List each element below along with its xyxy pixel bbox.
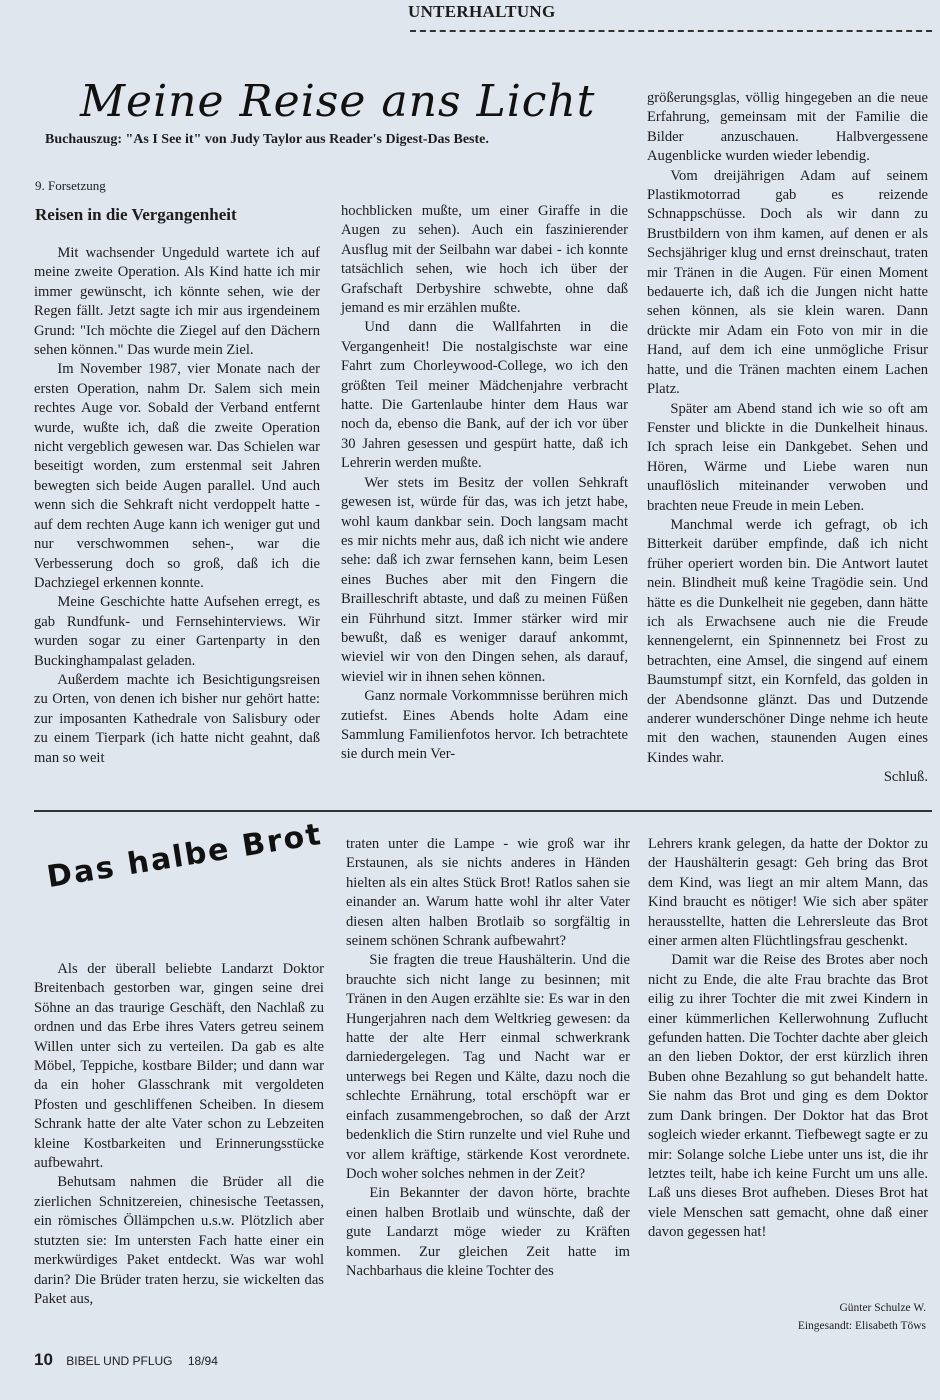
article-divider [34,810,932,812]
paragraph: hochblicken mußte, um einer Giraffe in die Augen zu sehen). Auch ein faszinierender Ausflug mit der Seilbahn war dabei - ich konnte tatsächlich sehen, wie hoch ich über der Grafschaft Derbyshire schwebte, ohne daß jemand es mir erzählen mußte. [341,203,628,317]
paragraph: Wer stets im Besitz der vollen Sehkraft gewesen ist, würde für das, was ich jetzt habe, wohl kaum dankbar sein. Doch langsam macht es mir nichts mehr aus, daß ich nicht wie andere sehe: daß ich zwar fernsehen kann, beim Lesen eines Buches aber mit den Fingern die Brailleschrift abtaste, und daß zu meinen Füßen ein Führhund sitzt. Immer stärker wird mir bewußt, daß es weniger darauf ankommt, wieviel wir von den Dingen sehen, als darauf, wieviel wir in ihnen sehen können. [341,474,628,685]
paragraph: Im November 1987, vier Monate nach der ersten Operation, nahm Dr. Salem sich mein rechtes Auge vor. Sobald der Verband entfernt wurde, wußte ich, daß die zweite Operation nicht vergeblich gewesen war. Das Schielen war beseitigt worden, zum erstenmal seit Jahren bewegten sich beide Augen parallel. Und auch wenn sich die Sehkraft nicht verdoppelt hatte - auf dem rechten Auge kann ich weniger gut und nur verschwommen sehen-, war die Verbesserung doch so groß, daß ich die Dachziegel erkennen konnte. [34,361,320,591]
article1-title: Meine Reise ans Licht [80,76,596,127]
section-header: UNTERHALTUNG [408,2,556,21]
paragraph: Später am Abend stand ich wie so oft am Fenster und blickte in die Dunkelheit hinaus. Ich sprach leise ein Dankgebet. Sehen und Hören, Wärme und Liebe waren nun unauflöslich miteinander verwoben und brachten neue Freude in mein Leben. [647,400,928,514]
article2-column-1 [34,960,324,1309]
paragraph: traten unter die Lampe - wie groß war ihr Erstaunen, als sie nichts anderes in Händen hielten als ein altes Stück Brot! Ratlos sahen sie einander an. Warum hatte wohl ihr alter Vater diesen alten halben Brotlaib so sorgfältig in seinem schönen Schrank aufbewahrt? [346,836,630,950]
paragraph: Ganz normale Vorkommnisse berühren mich zutiefst. Eines Abends holte Adam eine Sammlung Familienfotos hervor. Ich betrachtete sie durch mein Ver- [341,688,628,763]
paragraph: Manchmal werde ich gefragt, ob ich Bitterkeit darüber empfinde, daß ich nicht früher operiert worden bin. Die Antwort lautet nein. Blindheit muß keine Tragödie sein. Und hätte es die Dunkelheit nie gegeben, dann hätte ich als Erwachsene auch nie die Freude kennengelernt, ein Spinnennetz bei Frost zu betrachten, eine Amsel, die singend auf einem Baumstumpf sitzt, ein Kornfeld, das golden in der Abendsonne glänzt. Das und Dutzende anderer wunderschöner Dinge nehme ich heute mit den wachen, staunenden Augen eines Kindes wahr. [647,516,928,766]
article1-installment: 9. Forsetzung [35,178,106,193]
article1-subtitle: Buchauszug: "As I See it" von Judy Taylor aus Reader's Digest-Das Beste. [45,132,489,147]
article2-title: Das halbe Brot [44,816,325,895]
paragraph: Und dann die Wallfahrten in die Vergangenheit! Die nostalgischste war eine Fahrt zum Chorleywood-College, wo ich den größten Teil meiner Mädchenjahre verbracht hatte. Die Gartenlaube hinter dem Haus war noch da, ebenso die Bank, auf der ich vor über 30 Jahren gesessen und gespürt hatte, daß ich Lehrerin werden mußte. [341,319,628,472]
article1-column-3 [647,89,928,788]
article2-submitted: Eingesandt: Elisabeth Töws [797,1320,926,1332]
header-rule [410,30,932,32]
paragraph: Mit wachsender Ungeduld wartete ich auf meine zweite Operation. Als Kind hatte ich mir immer gewünscht, ich könnte sehen, wie der Regen fällt. Jetzt sagte ich mir aus irgendeinem Grund: "Ich möchte die Ziegel auf den Dächern sehen können." Das wurde mein Ziel. [34,245,320,359]
paragraph: Vom dreijährigen Adam auf seinem Plastikmotorrad gab es reizende Schnappschüsse. Doch als wir dann zu Brustbildern von ihm kamen, auf denen er als Sechsjähriger klug und ernst dreinschaut, traten mir Tränen in die Augen. Für einen Moment bedauerte ich, daß ich die Jungen nicht hatte sehen können, als sie klein waren. Dann drückte mir Adam ein Foto von mir in die Hand, auf dem ich eine unmögliche Frisur hatte, und die Tränen machten einem Lachen Platz. [647,167,928,398]
article1-end: Schluß. [883,769,928,786]
publication-name: BIBEL UND PFLUG [66,1354,173,1368]
paragraph: größerungsglas, völlig hingegeben an die neue Erfahrung, gemeinsam mit der Familie die Bilder anzuschauen. Halbvergessene Augenblicke wurden wieder lebendig. [647,90,928,165]
article2-author: Günter Schulze W. [839,1302,926,1314]
article1-heading: Reisen in die Vergangenheit [35,205,237,224]
article2-column-3 [648,835,928,1243]
article1-column-1 [34,244,320,768]
paragraph: Meine Geschichte hatte Aufsehen erregt, es gab Rundfunk- und Fernsehinterviews. Wir wurden sogar zu einer Gartenparty in den Buckinghampalast geladen. [34,594,320,669]
page-number: 10 [34,1350,53,1369]
paragraph: Damit war die Reise des Brotes aber noch nicht zu Ende, die alte Frau brachte das Brot eilig zu ihrer Tochter die mit zwei Kindern in einer kümmerlichen Kellerwohnung Zuflucht gefunden hatten. Die Tochter dachte aber gleich an den lieben Doktor, der erst kürzlich ihren Buben ohne Bezahlung so gut behandelt hatte. Sie nahm das Brot und ging es dem Doktor zum Dank bringen. Der Doktor hat das Brot sogleich wieder erkannt. Tiefbewegt sagte er zu mir: Solange solche Liebe unter uns ist, die ihr letztes teilt, habe ich keine Furcht um uns alle. Laß uns dieses Brot aufheben. Dieses Brot hat viele Menschen satt gemacht, ohne daß einer davon gegessen hat! [648,952,928,1241]
paragraph: Als der überall beliebte Landarzt Doktor Breitenbach gestorben war, gingen seine drei Söhne an das traurige Geschäft, den Nachlaß zu ordnen und das Erbe ihres Vaters getreu seinem Willen unter sich zu verteilen. Da gab es alte Möbel, Teppiche, kostbare Bilder; und dann war da ein hoher Glasschrank mit vergoldeten Pfosten und geschliffenen Scheiben. In diesem Schrank hatte der alte Vater schon zu Lebzeiten kleine Kostbarkeiten und Erinnerungsstücke aufbewahrt. [34,961,324,1172]
issue-number: 18/94 [187,1354,218,1368]
article2-column-2 [346,835,630,1281]
page-footer [34,1350,218,1370]
paragraph: Ein Bekannter der davon hörte, brachte einen halben Brotlaib und wünschte, daß der gute Landarzt möge wieder zu Kräften kommen. Zur gleichen Zeit hatte im Nachbarhaus die kleine Tochter des [346,1185,630,1279]
paragraph: Außerdem machte ich Besichtigungsreisen zu Orten, von denen ich bisher nur gehört hatte: zur imposanten Kathedrale von Salisbury oder zu einem Tierpark (ich hatte nicht geahnt, daß man so weit [34,671,320,766]
article1-column-2 [341,202,628,765]
paragraph: Lehrers krank gelegen, da hatte der Doktor zu der Haushälterin gesagt: Geh bring das Brot dem Kind, was liegt an mir altem Mann, das Kind braucht es nötiger! Wie sich aber später herausstellte, hatten die Lehrersleute das Brot einer armen alten Flüchtlingsfrau geschenkt. [648,836,928,950]
paragraph: Sie fragten die treue Haushälterin. Und die brauchte sich nicht lange zu besinnen; mit Tränen in den Augen erzählte sie: Es war in den Hungerjahren nach dem Weltkrieg gewesen: da hatte der alte Herr einmal schwerkrank darniedergelegen. Tag und Nacht war er unterwegs bei Regen und Kälte, dazu noch die schlechte Ernährung, total erschöpft war er einfach zusammengebrochen, so daß der Arzt bedenklich die Stirn runzelte und viel Ruhe und vor allem kräftige, stärkende Kost verordnete. Doch woher solches nehmen in der Zeit? [346,952,630,1182]
paragraph: Behutsam nahmen die Brüder all die zierlichen Schnitzereien, chinesische Teetassen, ein römisches Öllämpchen u.s.w. Plötzlich aber stutzten sie: Im untersten Fach hatte einer ein merkwürdiges Paket entdeckt. Was war wohl darin? Die Brüder traten herzu, sie wickelten das Paket aus, [34,1174,324,1307]
